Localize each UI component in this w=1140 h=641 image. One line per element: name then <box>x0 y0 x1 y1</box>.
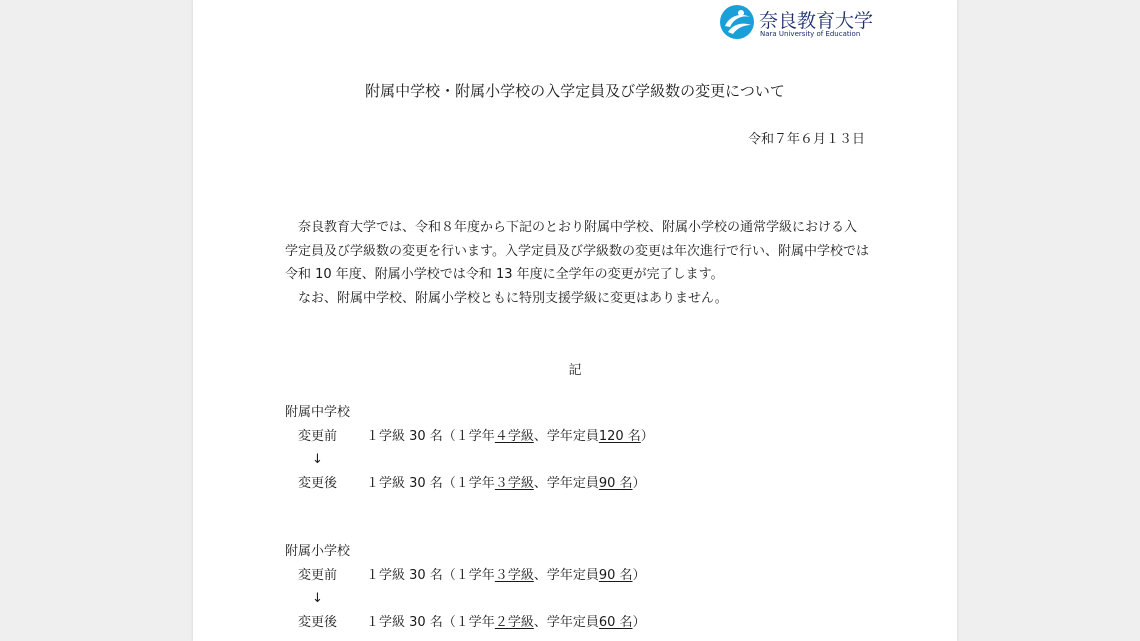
paragraph-note: なお、附属中学校、附属小学校ともに特別支援学級に変更はありません。 <box>298 290 728 306</box>
document-date: 令和７年６月１３日 <box>747 132 865 147</box>
section-elementary <box>285 540 646 634</box>
body-text <box>285 216 869 310</box>
section-heading: 附属中学校 <box>285 405 351 420</box>
capacity-label: 、学年定員 <box>533 475 599 491</box>
class-size-text: １学級 30 名（１学年 <box>366 428 495 444</box>
document-title: 附属中学校・附属小学校の入学定員及び学級数の変更について <box>365 82 785 100</box>
grade-capacity: 90 名 <box>598 567 633 583</box>
paragraph-main: 奈良教育大学では、令和８年度から下記のとおり附属中学校、附属小学校の通常学級における入学定員及び学級数の変更を行います。入学定員及び学級数の変更は年次進行で行い、附属中学校では令和 10 年度、附属小学校では令和 13 年度に全学年の変更が完了します。 <box>285 220 869 282</box>
capacity-label: 、学年定員 <box>533 614 599 630</box>
closing-paren: ） <box>632 475 646 491</box>
university-emblem-icon <box>719 4 755 40</box>
row-label: 変更後 <box>298 475 338 491</box>
document-page <box>193 0 957 641</box>
change-after-row <box>285 472 654 496</box>
capacity-label: 、学年定員 <box>533 428 599 444</box>
grade-capacity: 120 名 <box>598 428 641 444</box>
class-count: ３学級 <box>494 567 534 583</box>
down-arrow-icon: ↓ <box>312 591 323 606</box>
row-label: 変更前 <box>298 428 338 444</box>
ki-heading: 記 <box>568 363 582 378</box>
class-size-text: １学級 30 名（１学年 <box>366 475 495 491</box>
change-after-row <box>285 611 646 635</box>
down-arrow-icon: ↓ <box>312 452 323 467</box>
row-label: 変更後 <box>298 614 338 630</box>
grade-capacity: 60 名 <box>598 614 633 630</box>
change-before-row <box>285 425 654 449</box>
class-count: ３学級 <box>494 475 534 491</box>
class-size-text: １学級 30 名（１学年 <box>366 567 495 583</box>
class-count: ２学級 <box>494 614 534 630</box>
logo-english-name: Nara University of Education <box>760 30 861 38</box>
change-before-row <box>285 564 646 588</box>
section-heading: 附属小学校 <box>285 544 351 559</box>
grade-capacity: 90 名 <box>598 475 633 491</box>
capacity-label: 、学年定員 <box>533 567 599 583</box>
section-junior-high <box>285 401 654 495</box>
closing-paren: ） <box>632 567 646 583</box>
closing-paren: ） <box>632 614 646 630</box>
logo-university-name: 奈良教育大学 <box>759 10 874 32</box>
row-label: 変更前 <box>298 567 338 583</box>
university-logo <box>719 4 874 40</box>
closing-paren: ） <box>640 428 654 444</box>
class-size-text: １学級 30 名（１学年 <box>366 614 495 630</box>
class-count: ４学級 <box>494 428 534 444</box>
